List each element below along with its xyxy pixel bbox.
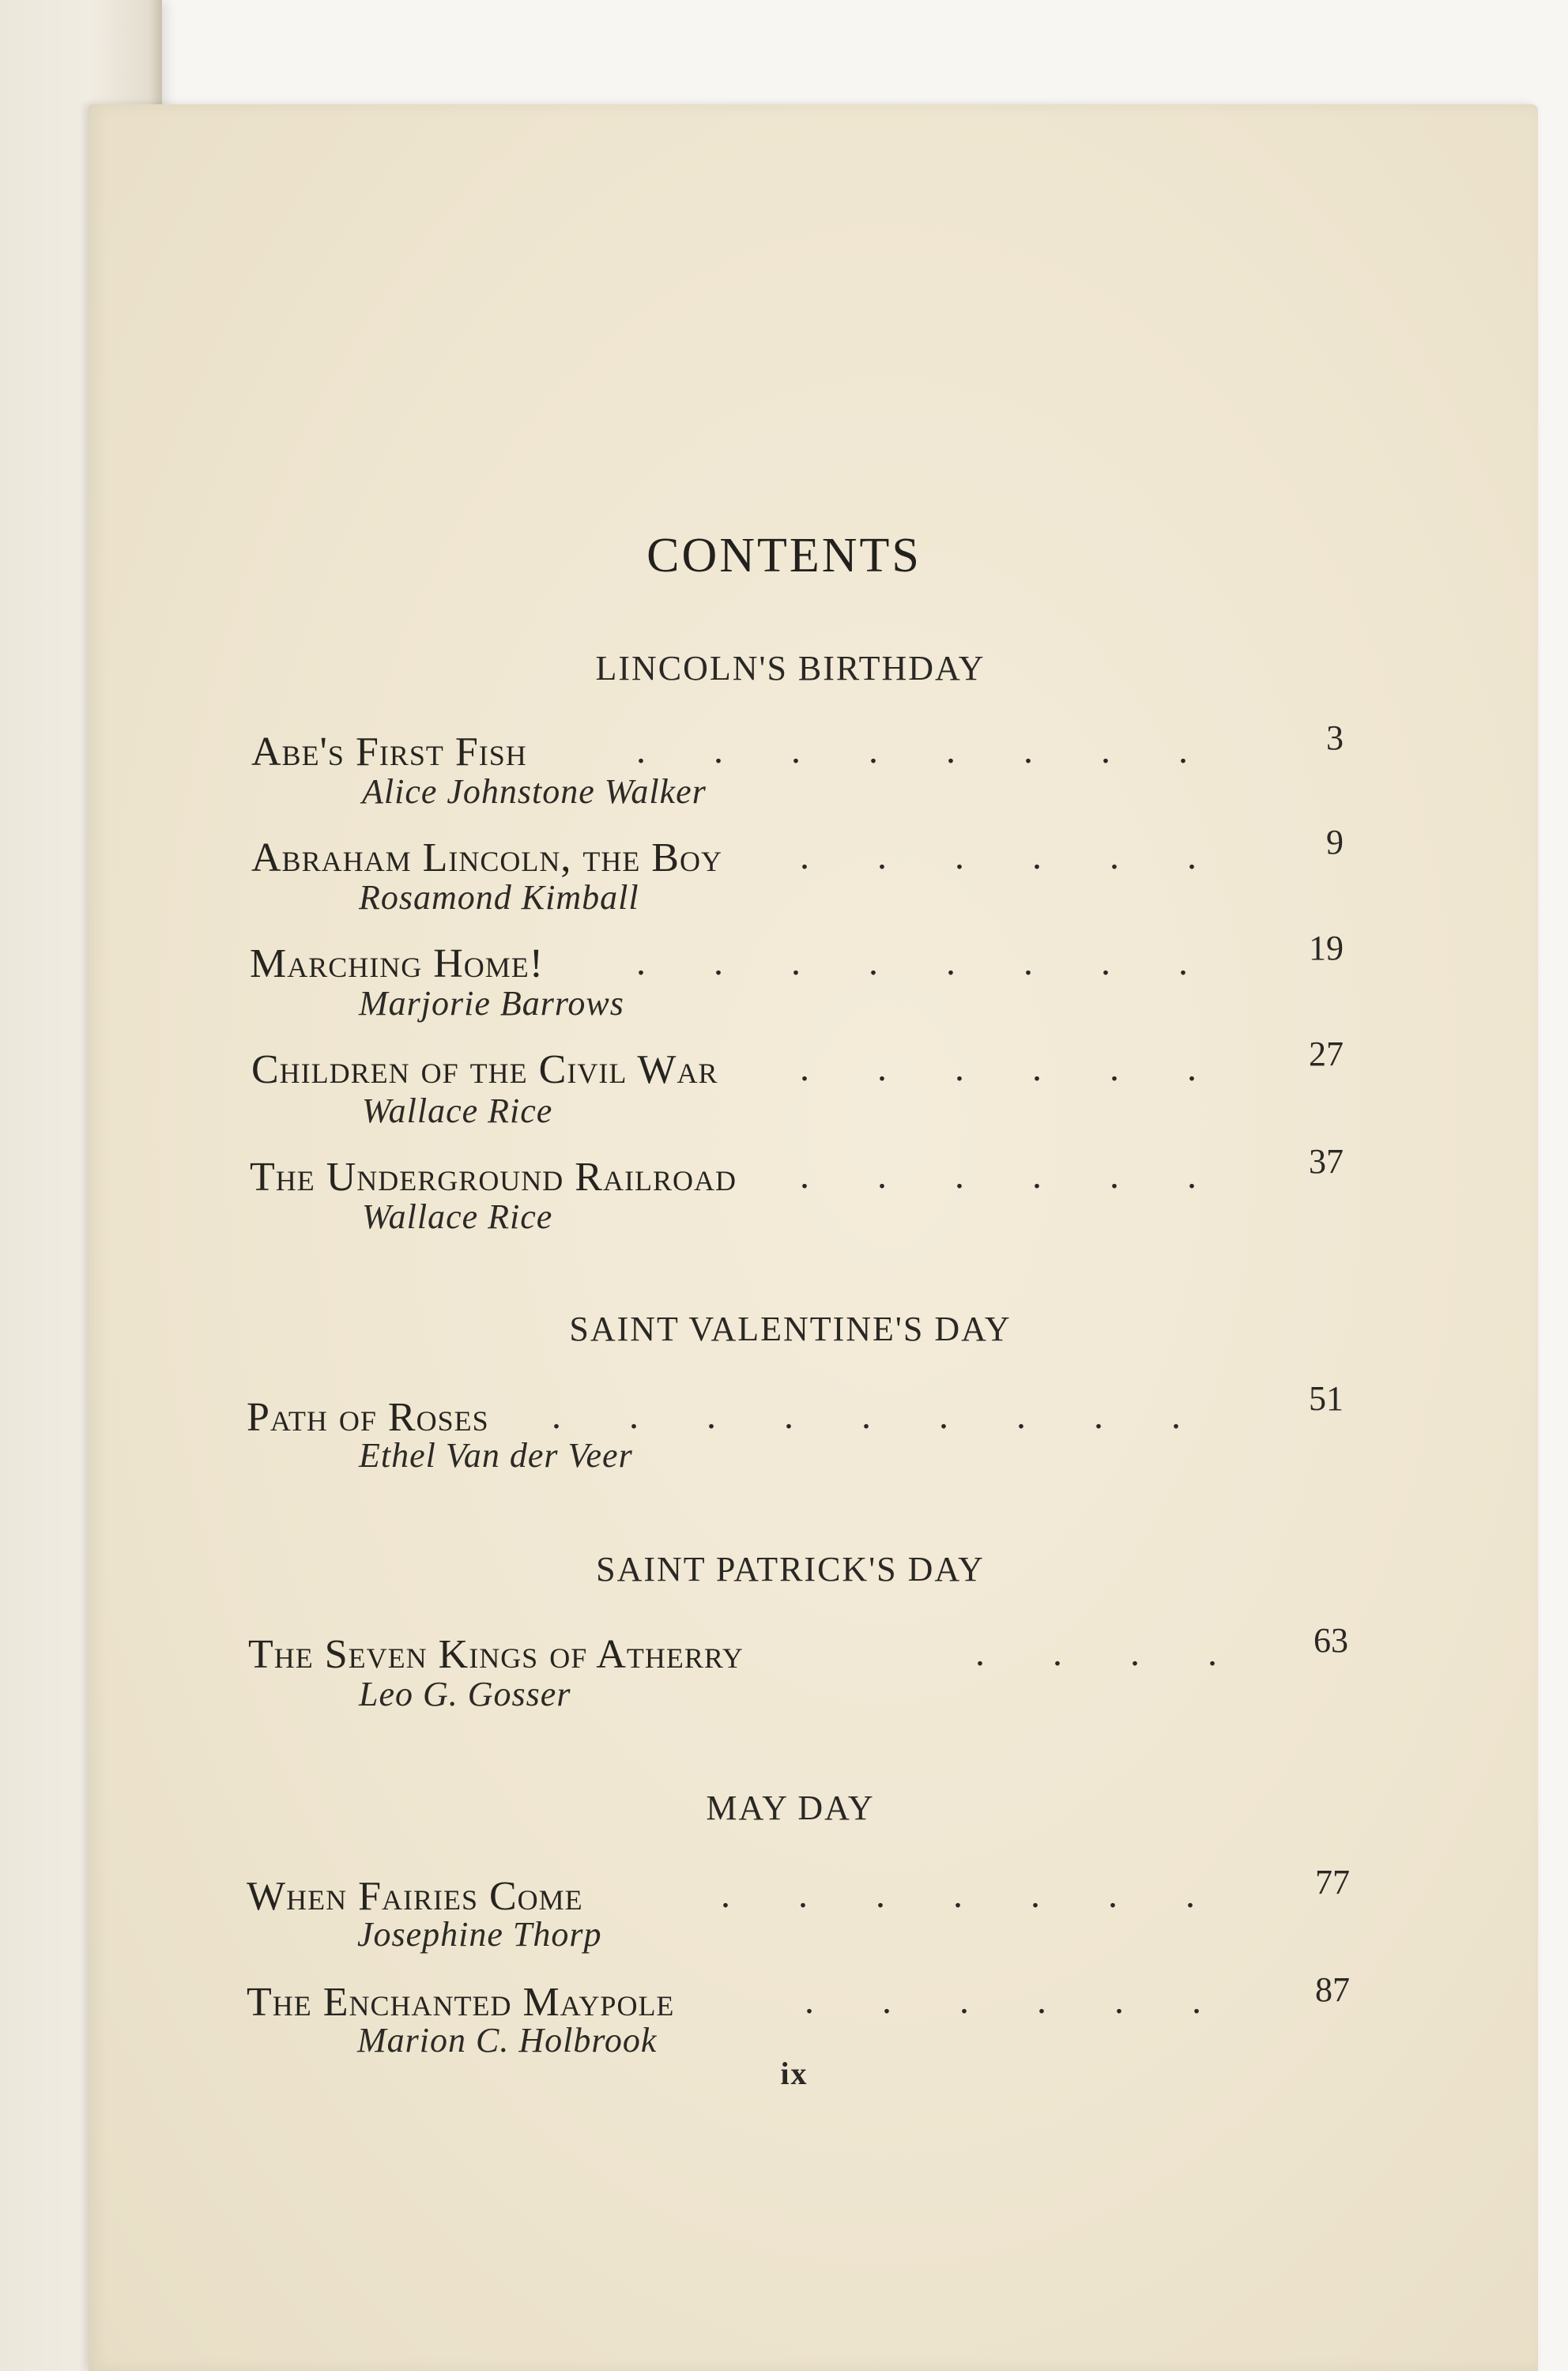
page-number: 19: [1309, 929, 1344, 967]
page-number: 3: [1326, 718, 1344, 757]
dot-leader: . . . . . .: [800, 835, 1226, 877]
entry-author: Wallace Rice: [362, 1197, 553, 1236]
dot-leader: . . . . . . .: [721, 1874, 1224, 1916]
page-number: 63: [1314, 1621, 1348, 1660]
entry-title: Abe's First Fish: [251, 729, 527, 775]
entry-title: When Fairies Come: [247, 1874, 583, 1919]
dot-leader: . . . .: [975, 1632, 1246, 1674]
dot-leader: . . . . . .: [800, 1155, 1226, 1197]
page-number: 37: [1309, 1142, 1344, 1181]
section-heading-saint-patricks-day: SAINT PATRICK'S DAY: [596, 1550, 985, 1589]
entry-author: Marjorie Barrows: [359, 984, 624, 1023]
page-title: CONTENTS: [646, 529, 922, 582]
entry-title: The Seven Kings of Atherry: [248, 1632, 744, 1677]
section-heading-may-day: MAY DAY: [706, 1789, 875, 1827]
entry-author: Rosamond Kimball: [359, 878, 639, 917]
entry-author: Wallace Rice: [362, 1091, 553, 1130]
entry-author: Alice Johnstone Walker: [362, 772, 707, 811]
entry-author: Josephine Thorp: [357, 1915, 602, 1954]
entry-author: Ethel Van der Veer: [359, 1436, 633, 1475]
dot-leader: . . . . . . . .: [636, 941, 1217, 983]
section-heading-saint-valentines-day: SAINT VALENTINE'S DAY: [569, 1310, 1012, 1348]
dot-leader: . . . . . . . . .: [552, 1395, 1210, 1437]
entry-author: Marion C. Holbrook: [357, 2021, 658, 2060]
dot-leader: . . . . . . . .: [636, 729, 1217, 771]
book-page: [89, 104, 1538, 2371]
entry-title: Children of the Civil War: [251, 1047, 718, 1092]
entry-author: Leo G. Gosser: [359, 1675, 571, 1713]
page-number: 87: [1315, 1970, 1350, 2009]
page-number: 77: [1315, 1863, 1350, 1902]
entry-title: The Enchanted Maypole: [247, 1980, 675, 2025]
section-heading-lincolns-birthday: LINCOLN'S BIRTHDAY: [595, 649, 986, 688]
page-folio: ix: [780, 2056, 808, 2091]
dot-leader: . . . . . .: [805, 1980, 1231, 2022]
entry-title: Marching Home!: [250, 941, 545, 986]
dot-leader: . . . . . .: [800, 1047, 1226, 1089]
page-number: 27: [1309, 1035, 1344, 1073]
entry-title: The Underground Railroad: [250, 1155, 737, 1200]
entry-title: Path of Roses: [247, 1395, 489, 1440]
entry-title: Abraham Lincoln, the Boy: [251, 835, 722, 880]
page-number: 9: [1326, 823, 1344, 861]
page-number: 51: [1309, 1379, 1344, 1418]
